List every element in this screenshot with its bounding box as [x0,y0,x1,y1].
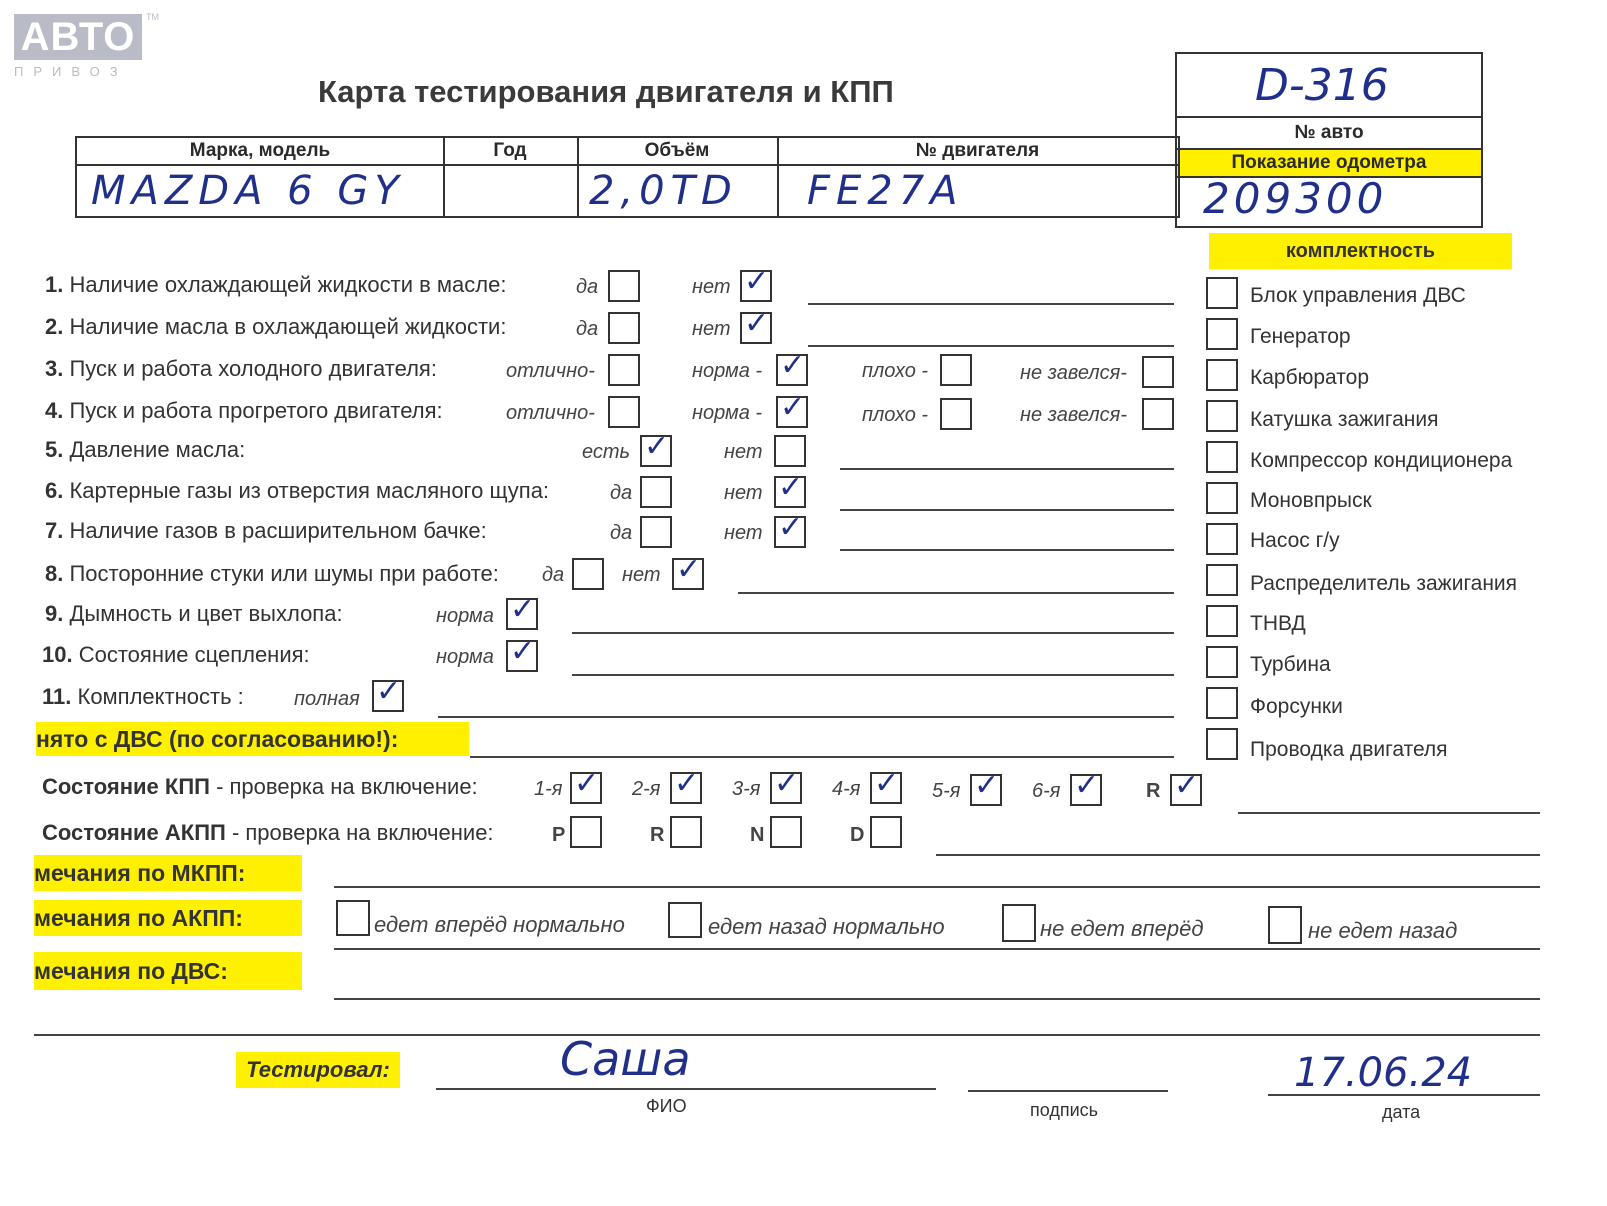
akpp-no-forward-label: не едет вперёд [1040,916,1204,941]
signature-caption: подпись [1030,1100,1099,1120]
tested-by-label: Тестировал: [236,1052,400,1088]
item-ps-pump-checkbox[interactable] [1206,523,1238,555]
q8-no-checkbox[interactable] [672,552,704,590]
q7-no-checkbox[interactable] [774,510,806,548]
fio-caption: ФИО [646,1096,687,1116]
check-mark-icon: ✓ [376,674,402,709]
gear-5-checkbox[interactable] [970,768,1002,806]
q11-full-checkbox[interactable] [372,674,404,712]
question-7: 7. Наличие газов в расширительном бачке: [45,518,487,543]
question-4: 4. Пуск и работа прогретого двигателя: [45,398,443,423]
check-mark-icon: ✓ [510,634,536,669]
check-mark-icon: ✓ [780,390,806,425]
q4-opt-bad: плохо - [862,404,929,426]
gear-1-checkbox[interactable] [570,766,602,804]
item-mono-injection-checkbox[interactable] [1206,482,1238,514]
akpp-p-label: P [552,824,566,846]
q8-yes-checkbox[interactable] [572,558,604,590]
col-year: Год [443,138,577,166]
gear-3-checkbox[interactable] [770,766,802,804]
date-handwritten: 17.06.24 [1294,1050,1473,1096]
gear-r-checkbox[interactable] [1170,768,1202,806]
akpp-d-checkbox[interactable] [870,816,902,848]
item-ignition-coil-label: Катушка зажигания [1250,408,1439,431]
remarks-mkpp-label: мечания по МКПП: [34,855,302,891]
car-number-value: D-316 [1255,60,1389,111]
logo [14,14,142,79]
question-5: 5. Давление масла: [45,437,246,462]
question-6: 6. Картерные газы из отверстия масляного щупа: [45,478,550,503]
page-title: Карта тестирования двигателя и КПП [318,74,894,109]
odometer-label: Показание одометра [1177,148,1481,178]
q4-opt-not-started: не завелся- [1020,404,1127,426]
q3-opt-normal: норма - [692,360,763,382]
check-mark-icon: ✓ [778,470,804,505]
check-mark-icon: ✓ [874,766,900,801]
item-injectors-checkbox[interactable] [1206,687,1238,719]
q4-normal-checkbox[interactable] [776,390,808,428]
check-mark-icon: ✓ [778,510,804,545]
q2-opt-yes: да [576,318,599,340]
check-mark-icon: ✓ [744,306,770,341]
gear-6-checkbox[interactable] [1070,768,1102,806]
akpp-reverse-ok-label: едет назад нормально [708,914,945,939]
q4-bad-checkbox[interactable] [940,398,972,430]
q9-normal-checkbox[interactable] [506,592,538,630]
question-2: 2. Наличие масла в охлаждающей жидкости: [45,314,507,339]
question-1: 1. Наличие охлаждающей жидкости в масле: [45,272,507,297]
akpp-forward-ok-label: едет вперёд нормально [374,912,625,937]
q3-opt-bad: плохо - [862,360,929,382]
q6-opt-no: нет [724,482,763,504]
remarks-dvs-label: мечания по ДВС: [34,952,302,990]
gear-2-checkbox[interactable] [670,766,702,804]
q5-opt-no: нет [724,441,763,463]
completeness-title: комплектность [1209,233,1512,269]
q1-no-checkbox[interactable] [740,264,772,302]
q4-opt-excellent: отлично- [506,402,595,424]
check-mark-icon: ✓ [574,766,600,801]
col-brand-model: Марка, модель [77,138,443,166]
q10-normal-checkbox[interactable] [506,634,538,672]
q3-opt-excellent: отлично- [506,360,595,382]
gear-6-label: 6-я [1032,780,1061,802]
check-mark-icon: ✓ [676,552,702,587]
car-number-box [1175,52,1483,228]
check-mark-icon: ✓ [774,766,800,801]
vehicle-info-table [75,136,1180,218]
check-mark-icon: ✓ [744,264,770,299]
gear-r-label: R [1146,780,1161,802]
q4-opt-normal: норма - [692,402,763,424]
item-generator-label: Генератор [1250,325,1351,348]
q2-yes-checkbox[interactable] [608,312,640,344]
q6-opt-yes: да [610,482,633,504]
item-ac-compressor-checkbox[interactable] [1206,441,1238,473]
item-turbine-label: Турбина [1250,653,1331,676]
akpp-reverse-ok-checkbox[interactable] [668,902,702,938]
q5-yes-checkbox[interactable] [640,429,672,467]
q10-opt-normal: норма [436,646,494,668]
gear-1-label: 1-я [534,778,563,800]
removed-from-engine-label: нято с ДВС (по согласованию!): [36,722,469,756]
q6-yes-checkbox[interactable] [640,476,672,508]
logo-tm: TM [146,12,159,22]
akpp-r-checkbox[interactable] [670,816,702,848]
q7-yes-checkbox[interactable] [640,516,672,548]
car-number-label: № авто [1294,122,1364,143]
item-mono-injection-label: Моновпрыск [1250,489,1372,512]
item-injection-pump-checkbox[interactable] [1206,605,1238,637]
question-3: 3. Пуск и работа холодного двигателя: [45,356,437,381]
check-mark-icon: ✓ [1174,768,1200,803]
odometer-value: 209300 [1203,174,1388,223]
q4-excellent-checkbox[interactable] [608,396,640,428]
q3-opt-not-started: не завелся- [1020,362,1127,384]
q1-opt-no: нет [692,276,731,298]
akpp-r-label: R [650,824,665,846]
item-generator-checkbox[interactable] [1206,318,1238,350]
q2-opt-no: нет [692,318,731,340]
item-turbine-checkbox[interactable] [1206,646,1238,678]
item-carburetor-checkbox[interactable] [1206,359,1238,391]
date-caption: дата [1382,1102,1421,1122]
question-10: 10. Состояние сцепления: [42,642,310,667]
q11-opt-full: полная [294,688,360,710]
akpp-d-label: D [850,824,865,846]
item-distributor-label: Распределитель зажигания [1250,572,1518,595]
question-9: 9. Дымность и цвет выхлопа: [45,601,343,626]
item-ignition-coil-checkbox[interactable] [1206,400,1238,432]
question-11: 11. Комплектность : [42,684,244,709]
item-carburetor-label: Карбюратор [1250,366,1370,389]
q9-opt-normal: норма [436,605,494,627]
q7-opt-yes: да [610,522,633,544]
item-ps-pump-label: Насос г/у [1250,529,1340,552]
gear-2-label: 2-я [632,778,661,800]
item-wiring-checkbox[interactable] [1206,728,1238,760]
engine-number-value: FE27A [807,168,964,214]
q1-yes-checkbox[interactable] [608,270,640,302]
item-injection-pump-label: ТНВД [1250,612,1306,635]
check-mark-icon: ✓ [674,766,700,801]
check-mark-icon: ✓ [974,768,1000,803]
item-ecu-checkbox[interactable] [1206,277,1238,309]
tester-name-handwritten: Саша [560,1032,691,1086]
check-mark-icon: ✓ [644,429,670,464]
col-engine-number: № двигателя [777,138,1178,166]
akpp-n-checkbox[interactable] [770,816,802,848]
col-volume: Объём [577,138,777,166]
check-mark-icon: ✓ [510,592,536,627]
logo-text: АВТО [14,14,142,60]
q3-normal-checkbox[interactable] [776,348,808,386]
gear-4-label: 4-я [832,778,861,800]
q8-opt-no: нет [622,564,661,586]
gear-5-label: 5-я [932,780,961,802]
item-distributor-checkbox[interactable] [1206,564,1238,596]
remarks-akpp-label: мечания по АКПП: [34,900,302,936]
question-8: 8. Посторонние стуки или шумы при работе: [45,561,499,586]
volume-value: 2,0TD [589,168,738,214]
check-mark-icon: ✓ [1074,768,1100,803]
q5-opt-yes: есть [582,441,631,463]
check-mark-icon: ✓ [780,348,806,383]
kpp-label: Состояние КПП - проверка на включение: [42,774,478,799]
brand-model-value: MAZDA 6 GY [91,168,405,214]
item-ac-compressor-label: Компрессор кондиционера [1250,449,1513,472]
q7-opt-no: нет [724,522,763,544]
akpp-no-forward-checkbox[interactable] [1002,904,1036,942]
akpp-no-reverse-label: не едет назад [1308,918,1458,943]
akpp-label: Состояние АКПП - проверка на включение: [42,820,494,845]
gear-4-checkbox[interactable] [870,766,902,804]
q8-opt-yes: да [542,564,565,586]
logo-subtext: ПРИВОЗ [14,64,128,79]
q6-no-checkbox[interactable] [774,470,806,508]
akpp-n-label: N [750,824,765,846]
item-ecu-label: Блок управления ДВС [1250,284,1466,307]
q2-no-checkbox[interactable] [740,306,772,344]
akpp-forward-ok-checkbox[interactable] [336,900,370,936]
q3-excellent-checkbox[interactable] [608,354,640,386]
item-injectors-label: Форсунки [1250,695,1343,718]
gear-3-label: 3-я [732,778,761,800]
q3-bad-checkbox[interactable] [940,354,972,386]
q5-no-checkbox[interactable] [774,435,806,467]
q1-opt-yes: да [576,276,599,298]
item-wiring-label: Проводка двигателя [1250,738,1448,761]
q4-not-started-checkbox[interactable] [1142,398,1174,430]
akpp-no-reverse-checkbox[interactable] [1268,906,1302,944]
q3-not-started-checkbox[interactable] [1142,356,1174,388]
akpp-p-checkbox[interactable] [570,816,602,848]
